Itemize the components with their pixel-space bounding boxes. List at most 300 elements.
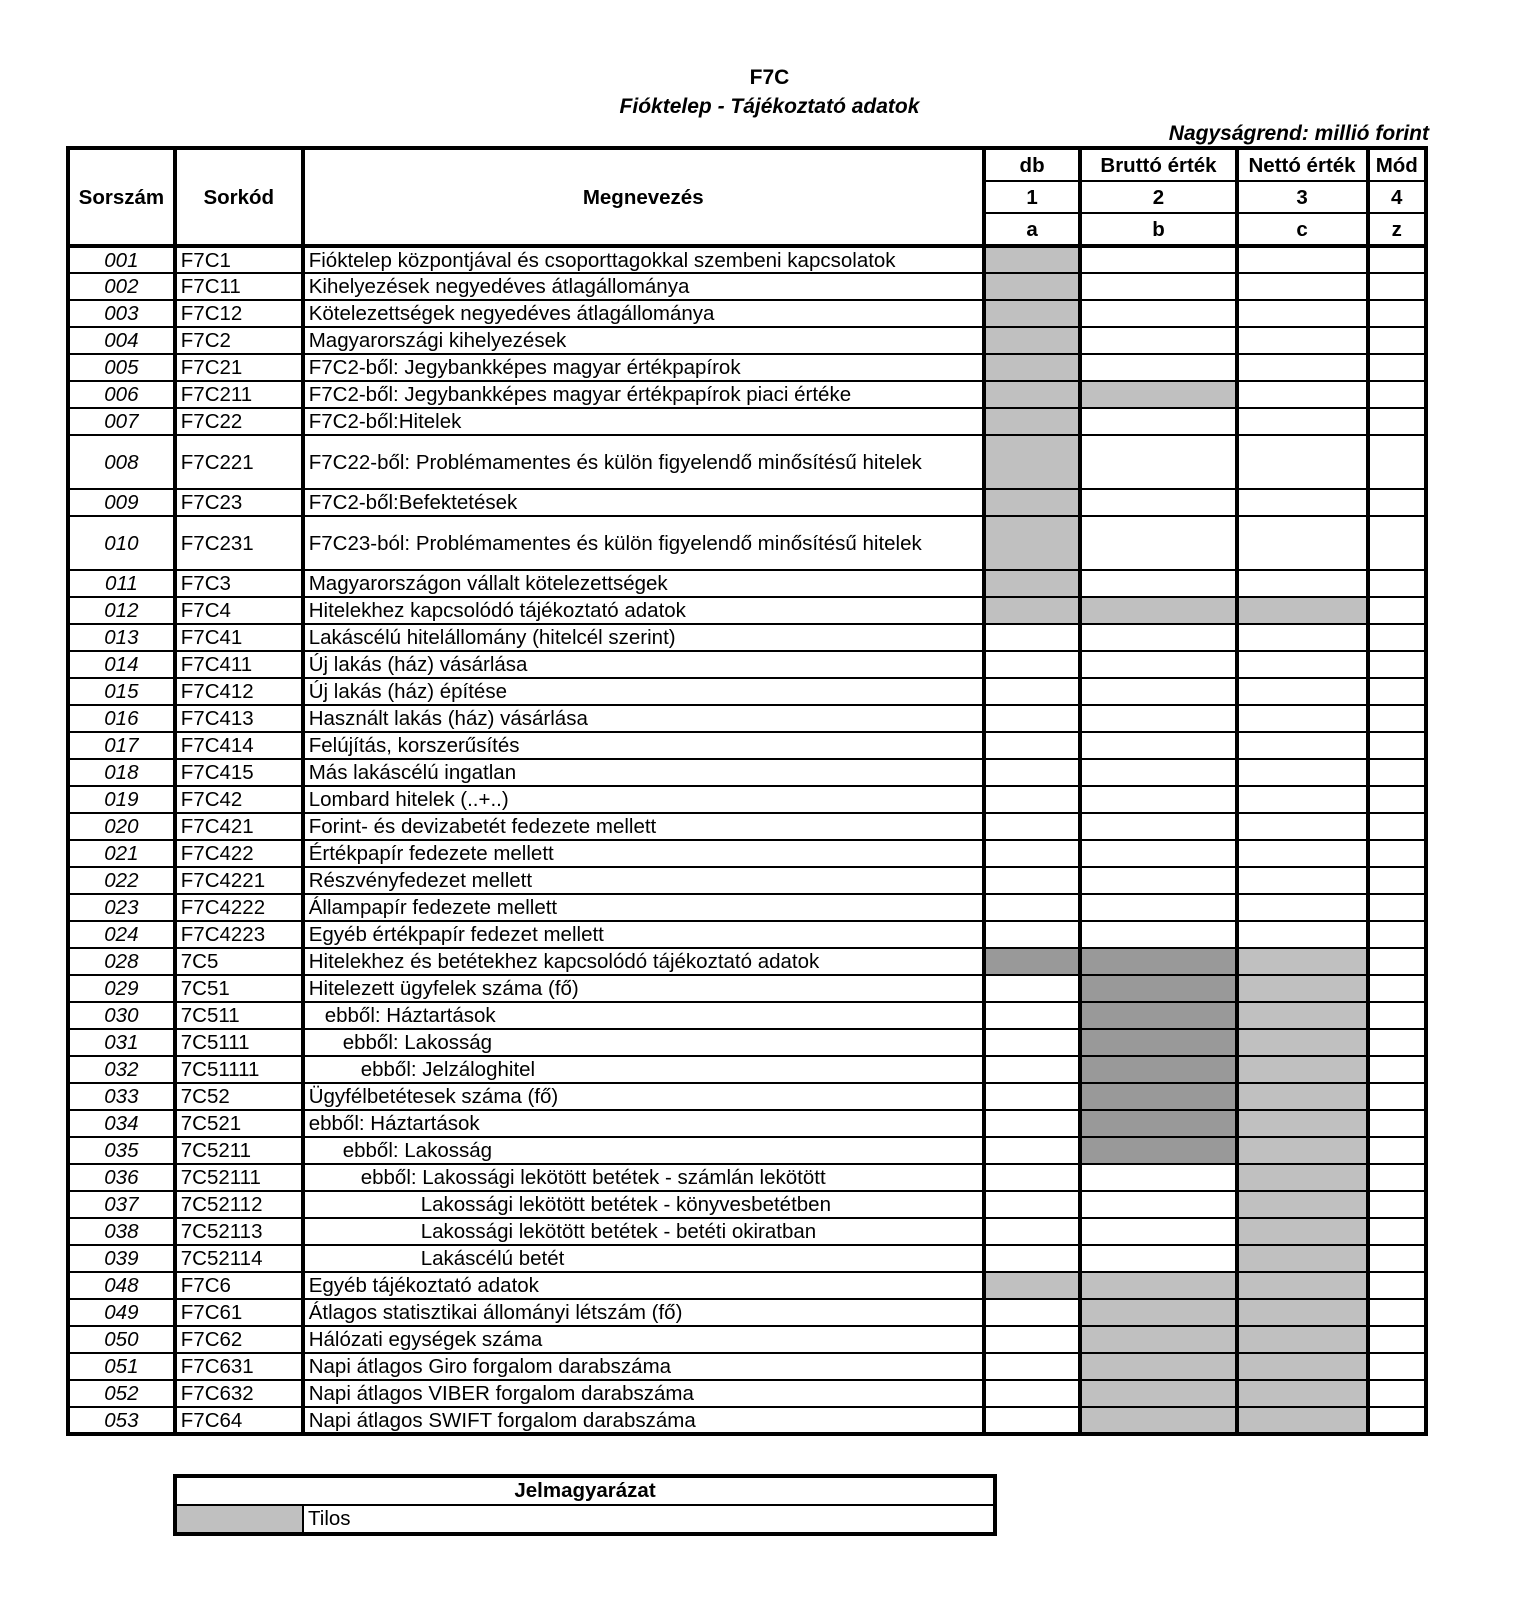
cell-brutto[interactable] [1080, 1245, 1236, 1272]
header-sorkod: Sorkód [175, 148, 303, 246]
cell-mod[interactable] [1368, 273, 1426, 300]
header-sorszam: Sorszám [68, 148, 175, 246]
header-num-2: 2 [1080, 181, 1236, 213]
cell-netto [1237, 1191, 1368, 1218]
table-row [68, 327, 1426, 354]
cell-db[interactable] [984, 678, 1081, 705]
row-sorszam: 053 [68, 1407, 175, 1434]
header-brutto: Bruttó érték [1080, 148, 1236, 181]
cell-db[interactable] [984, 1407, 1081, 1434]
row-sorkod: F7C231 [175, 516, 303, 570]
row-sorszam: 006 [68, 381, 175, 408]
cell-netto [1237, 1326, 1368, 1353]
cell-brutto[interactable] [1080, 1218, 1236, 1245]
table-row [68, 570, 1426, 597]
row-sorkod: F7C422 [175, 840, 303, 867]
cell-mod[interactable] [1368, 1326, 1426, 1353]
row-sorszam: 033 [68, 1083, 175, 1110]
row-sorszam: 021 [68, 840, 175, 867]
cell-db [984, 300, 1081, 327]
cell-netto[interactable] [1237, 678, 1368, 705]
cell-db[interactable] [984, 1326, 1081, 1353]
cell-mod[interactable] [1368, 246, 1426, 273]
table-row [68, 1218, 1426, 1245]
cell-mod[interactable] [1368, 1137, 1426, 1164]
table-row [68, 786, 1426, 813]
row-sorkod: F7C42 [175, 786, 303, 813]
cell-db[interactable] [984, 975, 1081, 1002]
form-code-title: F7C [749, 66, 790, 89]
cell-mod[interactable] [1368, 624, 1426, 651]
cell-brutto[interactable] [1080, 246, 1236, 273]
cell-brutto[interactable] [1080, 678, 1236, 705]
table-row [68, 1245, 1426, 1272]
row-sorszam: 029 [68, 975, 175, 1002]
cell-netto[interactable] [1237, 651, 1368, 678]
header-netto: Nettó érték [1237, 148, 1368, 181]
cell-db[interactable] [984, 786, 1081, 813]
row-sorkod: F7C12 [175, 300, 303, 327]
cell-netto [1237, 597, 1368, 624]
cell-db[interactable] [984, 651, 1081, 678]
cell-brutto [1080, 1407, 1236, 1434]
row-sorkod: F7C4221 [175, 867, 303, 894]
legend-title: Jelmagyarázat [175, 1476, 995, 1505]
cell-db [984, 246, 1081, 273]
row-sorkod: 7C52112 [175, 1191, 303, 1218]
cell-db [984, 516, 1081, 570]
table-row [68, 1110, 1426, 1137]
cell-db [984, 327, 1081, 354]
cell-brutto[interactable] [1080, 624, 1236, 651]
table-row [68, 1191, 1426, 1218]
row-sorszam: 013 [68, 624, 175, 651]
cell-mod[interactable] [1368, 786, 1426, 813]
row-megnevezes: Lombard hitelek (..+..) [303, 786, 984, 813]
row-sorszam: 050 [68, 1326, 175, 1353]
row-sorszam: 038 [68, 1218, 175, 1245]
cell-netto[interactable] [1237, 759, 1368, 786]
cell-mod[interactable] [1368, 705, 1426, 732]
cell-db[interactable] [984, 732, 1081, 759]
row-sorszam: 008 [68, 435, 175, 489]
cell-brutto [1080, 1029, 1236, 1056]
row-megnevezes: F7C23-ból: Problémamentes és külön figyelendő minősítésű hitelek [303, 516, 984, 570]
cell-brutto [1080, 381, 1236, 408]
row-sorkod: 7C5111 [175, 1029, 303, 1056]
row-sorszam: 020 [68, 813, 175, 840]
cell-brutto[interactable] [1080, 651, 1236, 678]
cell-mod[interactable] [1368, 867, 1426, 894]
cell-brutto[interactable] [1080, 921, 1236, 948]
cell-mod[interactable] [1368, 435, 1426, 489]
cell-db[interactable] [984, 1218, 1081, 1245]
cell-brutto [1080, 1353, 1236, 1380]
cell-db[interactable] [984, 1245, 1081, 1272]
cell-brutto[interactable] [1080, 570, 1236, 597]
table-row [68, 1164, 1426, 1191]
row-sorkod: F7C414 [175, 732, 303, 759]
cell-brutto [1080, 1299, 1236, 1326]
row-megnevezes: Hitelezett ügyfelek száma (fő) [303, 975, 984, 1002]
row-megnevezes: ebből: Háztartások [303, 1110, 984, 1137]
table-row [68, 354, 1426, 381]
table-row [68, 1056, 1426, 1083]
table-row [68, 1407, 1426, 1434]
table-row [68, 732, 1426, 759]
cell-db[interactable] [984, 1110, 1081, 1137]
cell-mod[interactable] [1368, 516, 1426, 570]
row-sorkod: F7C4222 [175, 894, 303, 921]
cell-mod[interactable] [1368, 1029, 1426, 1056]
header-megnevezes: Megnevezés [303, 148, 984, 246]
cell-brutto[interactable] [1080, 300, 1236, 327]
cell-mod[interactable] [1368, 759, 1426, 786]
row-megnevezes: Napi átlagos SWIFT forgalom darabszáma [303, 1407, 984, 1434]
cell-brutto [1080, 1056, 1236, 1083]
row-sorkod: F7C1 [175, 246, 303, 273]
row-sorszam: 019 [68, 786, 175, 813]
row-sorszam: 048 [68, 1272, 175, 1299]
cell-mod[interactable] [1368, 1164, 1426, 1191]
row-sorkod: F7C211 [175, 381, 303, 408]
row-megnevezes: Lakossági lekötött betétek - betéti okiratban [303, 1218, 984, 1245]
cell-mod[interactable] [1368, 651, 1426, 678]
cell-db[interactable] [984, 1137, 1081, 1164]
cell-netto [1237, 1056, 1368, 1083]
cell-brutto [1080, 597, 1236, 624]
cell-netto[interactable] [1237, 273, 1368, 300]
row-sorkod: F7C421 [175, 813, 303, 840]
header-num-3: 3 [1237, 181, 1368, 213]
row-megnevezes: Hitelekhez és betétekhez kapcsolódó tájékoztató adatok [303, 948, 984, 975]
header-letter-c: c [1237, 213, 1368, 246]
report-table [66, 146, 1428, 1436]
row-megnevezes: Átlagos statisztikai állományi létszám (fő) [303, 1299, 984, 1326]
row-megnevezes: F7C2-ből:Befektetések [303, 489, 984, 516]
cell-mod[interactable] [1368, 921, 1426, 948]
row-sorkod: F7C221 [175, 435, 303, 489]
cell-db[interactable] [984, 1299, 1081, 1326]
cell-netto[interactable] [1237, 327, 1368, 354]
cell-mod[interactable] [1368, 1218, 1426, 1245]
cell-netto[interactable] [1237, 840, 1368, 867]
row-sorszam: 052 [68, 1380, 175, 1407]
cell-mod[interactable] [1368, 948, 1426, 975]
row-sorkod: F7C3 [175, 570, 303, 597]
row-sorszam: 030 [68, 1002, 175, 1029]
row-megnevezes: Napi átlagos VIBER forgalom darabszáma [303, 1380, 984, 1407]
row-megnevezes: Egyéb tájékoztató adatok [303, 1272, 984, 1299]
row-sorszam: 018 [68, 759, 175, 786]
row-megnevezes: Magyarországon vállalt kötelezettségek [303, 570, 984, 597]
row-sorkod: 7C52111 [175, 1164, 303, 1191]
row-sorkod: F7C11 [175, 273, 303, 300]
cell-brutto [1080, 1110, 1236, 1137]
row-megnevezes: Felújítás, korszerűsítés [303, 732, 984, 759]
cell-brutto[interactable] [1080, 840, 1236, 867]
cell-mod[interactable] [1368, 1083, 1426, 1110]
cell-mod[interactable] [1368, 1110, 1426, 1137]
cell-db [984, 570, 1081, 597]
row-megnevezes: Lakáscélú hitelállomány (hitelcél szerint) [303, 624, 984, 651]
table-row [68, 273, 1426, 300]
header-mod: Mód [1368, 148, 1426, 181]
cell-db[interactable] [984, 813, 1081, 840]
row-megnevezes: Napi átlagos Giro forgalom darabszáma [303, 1353, 984, 1380]
row-sorkod: F7C411 [175, 651, 303, 678]
cell-netto[interactable] [1237, 867, 1368, 894]
row-sorszam: 015 [68, 678, 175, 705]
cell-db[interactable] [984, 1002, 1081, 1029]
cell-mod[interactable] [1368, 813, 1426, 840]
row-megnevezes: Forint- és devizabetét fedezete mellett [303, 813, 984, 840]
cell-mod[interactable] [1368, 1002, 1426, 1029]
cell-db[interactable] [984, 1029, 1081, 1056]
table-row [68, 1083, 1426, 1110]
cell-brutto[interactable] [1080, 1164, 1236, 1191]
cell-netto[interactable] [1237, 435, 1368, 489]
cell-mod[interactable] [1368, 1272, 1426, 1299]
cell-netto [1237, 1299, 1368, 1326]
cell-mod[interactable] [1368, 1407, 1426, 1434]
cell-netto [1237, 1380, 1368, 1407]
cell-db[interactable] [984, 1191, 1081, 1218]
cell-mod[interactable] [1368, 1380, 1426, 1407]
cell-brutto[interactable] [1080, 813, 1236, 840]
cell-netto[interactable] [1237, 705, 1368, 732]
row-sorszam: 012 [68, 597, 175, 624]
cell-netto [1237, 1218, 1368, 1245]
row-sorkod: 7C51111 [175, 1056, 303, 1083]
cell-brutto[interactable] [1080, 273, 1236, 300]
row-megnevezes: Kötelezettségek negyedéves átlagállománya [303, 300, 984, 327]
cell-brutto[interactable] [1080, 732, 1236, 759]
table-row [68, 651, 1426, 678]
row-sorkod: F7C4223 [175, 921, 303, 948]
cell-db[interactable] [984, 624, 1081, 651]
row-sorkod: F7C415 [175, 759, 303, 786]
cell-mod[interactable] [1368, 381, 1426, 408]
cell-netto [1237, 948, 1368, 975]
row-megnevezes: Új lakás (ház) vásárlása [303, 651, 984, 678]
cell-brutto[interactable] [1080, 786, 1236, 813]
row-sorkod: F7C632 [175, 1380, 303, 1407]
table-row [68, 1137, 1426, 1164]
table-row [68, 1299, 1426, 1326]
row-megnevezes: F7C2-ből:Hitelek [303, 408, 984, 435]
row-sorkod: F7C2 [175, 327, 303, 354]
cell-netto[interactable] [1237, 813, 1368, 840]
row-sorkod: F7C62 [175, 1326, 303, 1353]
cell-mod[interactable] [1368, 1191, 1426, 1218]
row-sorszam: 001 [68, 246, 175, 273]
cell-netto[interactable] [1237, 408, 1368, 435]
row-sorszam: 014 [68, 651, 175, 678]
row-megnevezes: Értékpapír fedezete mellett [303, 840, 984, 867]
cell-db [984, 408, 1081, 435]
row-sorszam: 032 [68, 1056, 175, 1083]
row-sorkod: 7C52113 [175, 1218, 303, 1245]
cell-netto [1237, 1353, 1368, 1380]
cell-db [984, 597, 1081, 624]
cell-brutto[interactable] [1080, 759, 1236, 786]
row-sorkod: 7C5 [175, 948, 303, 975]
table-body [68, 246, 1426, 1434]
row-sorszam: 031 [68, 1029, 175, 1056]
form-subtitle: Fióktelep - Tájékoztató adatok [619, 95, 920, 118]
cell-mod[interactable] [1368, 300, 1426, 327]
row-sorkod: 7C52 [175, 1083, 303, 1110]
cell-brutto[interactable] [1080, 354, 1236, 381]
cell-mod[interactable] [1368, 975, 1426, 1002]
cell-netto [1237, 1002, 1368, 1029]
cell-mod[interactable] [1368, 489, 1426, 516]
cell-netto [1237, 1407, 1368, 1434]
legend-table [173, 1474, 997, 1536]
header-db: db [984, 148, 1081, 181]
row-sorkod: F7C412 [175, 678, 303, 705]
row-megnevezes: Új lakás (ház) építése [303, 678, 984, 705]
cell-db [984, 381, 1081, 408]
cell-brutto [1080, 1137, 1236, 1164]
row-sorkod: F7C6 [175, 1272, 303, 1299]
row-sorkod: 7C511 [175, 1002, 303, 1029]
cell-db[interactable] [984, 921, 1081, 948]
row-sorszam: 010 [68, 516, 175, 570]
row-sorszam: 034 [68, 1110, 175, 1137]
cell-brutto[interactable] [1080, 489, 1236, 516]
cell-netto[interactable] [1237, 624, 1368, 651]
cell-db[interactable] [984, 1380, 1081, 1407]
cell-db[interactable] [984, 759, 1081, 786]
cell-netto[interactable] [1237, 300, 1368, 327]
cell-netto[interactable] [1237, 570, 1368, 597]
table-row [68, 408, 1426, 435]
cell-mod[interactable] [1368, 570, 1426, 597]
row-sorkod: F7C61 [175, 1299, 303, 1326]
cell-brutto[interactable] [1080, 327, 1236, 354]
table-row [68, 705, 1426, 732]
row-megnevezes: Használt lakás (ház) vásárlása [303, 705, 984, 732]
cell-brutto [1080, 948, 1236, 975]
row-megnevezes: F7C2-ből: Jegybankképes magyar értékpapírok piaci értéke [303, 381, 984, 408]
cell-netto[interactable] [1237, 354, 1368, 381]
cell-brutto[interactable] [1080, 516, 1236, 570]
row-sorszam: 036 [68, 1164, 175, 1191]
cell-mod[interactable] [1368, 408, 1426, 435]
row-sorkod: 7C521 [175, 1110, 303, 1137]
row-megnevezes: Állampapír fedezete mellett [303, 894, 984, 921]
cell-db[interactable] [984, 705, 1081, 732]
table-row [68, 1272, 1426, 1299]
cell-netto [1237, 1110, 1368, 1137]
cell-netto [1237, 1029, 1368, 1056]
cell-db[interactable] [984, 1353, 1081, 1380]
row-megnevezes: ebből: Lakossági lekötött betétek - számlán lekötött [303, 1164, 984, 1191]
cell-db[interactable] [984, 1056, 1081, 1083]
header-letter-a: a [984, 213, 1081, 246]
table-row [68, 597, 1426, 624]
cell-netto[interactable] [1237, 246, 1368, 273]
table-row [68, 921, 1426, 948]
cell-mod[interactable] [1368, 597, 1426, 624]
cell-db[interactable] [984, 1164, 1081, 1191]
cell-netto[interactable] [1237, 894, 1368, 921]
table-row [68, 759, 1426, 786]
row-megnevezes: Fióktelep központjával és csoporttagokkal szembeni kapcsolatok [303, 246, 984, 273]
cell-netto [1237, 1083, 1368, 1110]
row-sorszam: 051 [68, 1353, 175, 1380]
cell-netto [1237, 1164, 1368, 1191]
row-sorszam: 017 [68, 732, 175, 759]
table-row [68, 1029, 1426, 1056]
cell-brutto[interactable] [1080, 705, 1236, 732]
row-sorkod: F7C21 [175, 354, 303, 381]
cell-brutto[interactable] [1080, 408, 1236, 435]
cell-brutto[interactable] [1080, 1191, 1236, 1218]
table-row [68, 1380, 1426, 1407]
table-row [68, 678, 1426, 705]
header-num-4: 4 [1368, 181, 1426, 213]
table-row [68, 1002, 1426, 1029]
cell-db [984, 1272, 1081, 1299]
cell-netto[interactable] [1237, 489, 1368, 516]
cell-netto[interactable] [1237, 516, 1368, 570]
legend-tilos-label: Tilos [303, 1505, 995, 1534]
cell-netto[interactable] [1237, 921, 1368, 948]
row-megnevezes: Kihelyezések negyedéves átlagállománya [303, 273, 984, 300]
cell-mod[interactable] [1368, 1299, 1426, 1326]
row-sorkod: F7C64 [175, 1407, 303, 1434]
cell-brutto[interactable] [1080, 867, 1236, 894]
row-megnevezes: Magyarországi kihelyezések [303, 327, 984, 354]
header-letter-z: z [1368, 213, 1426, 246]
cell-brutto[interactable] [1080, 435, 1236, 489]
row-sorszam: 004 [68, 327, 175, 354]
cell-mod[interactable] [1368, 1245, 1426, 1272]
cell-db[interactable] [984, 867, 1081, 894]
cell-db [984, 354, 1081, 381]
cell-mod[interactable] [1368, 327, 1426, 354]
cell-brutto[interactable] [1080, 894, 1236, 921]
row-sorkod: F7C41 [175, 624, 303, 651]
cell-db[interactable] [984, 894, 1081, 921]
cell-netto [1237, 1137, 1368, 1164]
cell-mod[interactable] [1368, 1056, 1426, 1083]
cell-mod[interactable] [1368, 894, 1426, 921]
cell-mod[interactable] [1368, 354, 1426, 381]
cell-netto[interactable] [1237, 786, 1368, 813]
table-row [68, 435, 1426, 489]
cell-mod[interactable] [1368, 840, 1426, 867]
table-row [68, 246, 1426, 273]
cell-db[interactable] [984, 1083, 1081, 1110]
row-sorszam: 002 [68, 273, 175, 300]
cell-netto[interactable] [1237, 381, 1368, 408]
cell-mod[interactable] [1368, 732, 1426, 759]
header-num-1: 1 [984, 181, 1081, 213]
cell-mod[interactable] [1368, 678, 1426, 705]
row-sorszam: 024 [68, 921, 175, 948]
row-sorszam: 005 [68, 354, 175, 381]
cell-mod[interactable] [1368, 1353, 1426, 1380]
cell-db[interactable] [984, 840, 1081, 867]
cell-brutto [1080, 975, 1236, 1002]
unit-label: Nagyságrend: millió forint [1168, 122, 1429, 145]
cell-netto[interactable] [1237, 732, 1368, 759]
row-sorszam: 028 [68, 948, 175, 975]
